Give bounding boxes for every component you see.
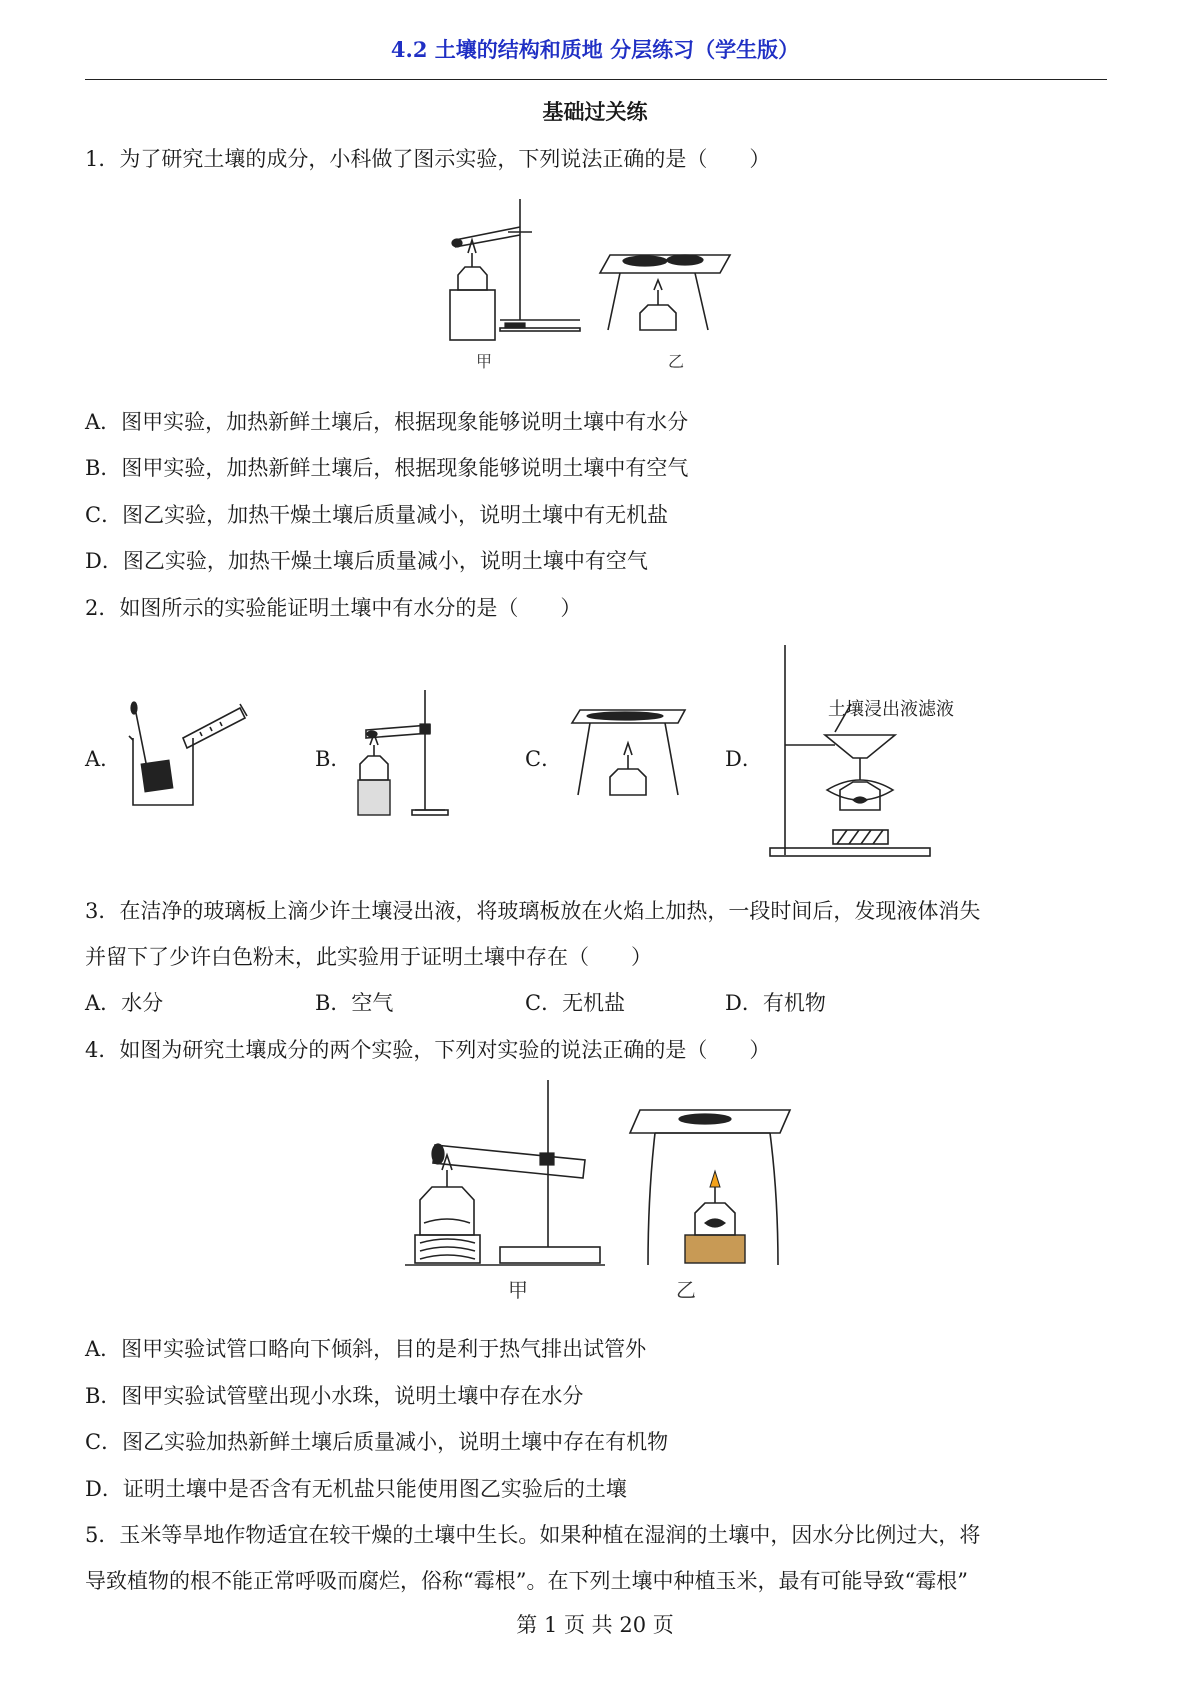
q1-figure-jia <box>450 199 580 340</box>
q4-figure-jia <box>405 1080 605 1265</box>
q1-label-yi: 乙 <box>668 352 685 371</box>
q4-stem: 4．如图为研究土壤成分的两个实验，下列对实验的说法正确的是（ ） <box>85 1038 771 1062</box>
q5-stem-line2: 导致植物的根不能正常呼吸而腐烂，俗称“霉根”。在下列土壤中种植玉米，最有可能导致“霉根” <box>85 1569 968 1593</box>
q3-option-c: C．无机盐 <box>525 991 626 1015</box>
q3-option-a: A．水分 <box>85 991 164 1015</box>
q2-figure-a <box>125 700 250 810</box>
q4-label-jia: 甲 <box>508 1278 528 1302</box>
q2-figure-d <box>765 640 975 870</box>
q4-label-yi: 乙 <box>676 1278 696 1302</box>
q1-option-a: A．图甲实验，加热新鲜土壤后，根据现象能够说明土壤中有水分 <box>85 410 689 434</box>
document-title: 4.2 土壤的结构和质地 分层练习（学生版） <box>390 37 800 62</box>
q1-figure <box>440 195 750 375</box>
q3-stem-line2: 并留下了少许白色粉末，此实验用于证明土壤中存在（ ） <box>85 945 652 969</box>
q2-letter-c: C． <box>525 747 563 771</box>
q2-figure-d-label: 土壤浸出液滤液 <box>828 699 954 720</box>
q3-stem-line1: 3．在洁净的玻璃板上滴少许土壤浸出液，将玻璃板放在火焰上加热，一段时间后，发现液体消失 <box>85 899 981 923</box>
q3-option-b: B．空气 <box>315 991 394 1015</box>
page-footer: 第 1 页 共 20 页 <box>516 1613 674 1637</box>
section-title: 基础过关练 <box>542 99 648 124</box>
q4-figure-yi <box>630 1110 790 1265</box>
q4-option-d: D．证明土壤中是否含有无机盐只能使用图乙实验后的土壤 <box>85 1477 627 1501</box>
q3-option-d: D．有机物 <box>725 991 826 1015</box>
q4-option-a: A．图甲实验试管口略向下倾斜，目的是利于热气排出试管外 <box>85 1337 647 1361</box>
q4-figure <box>400 1075 800 1315</box>
q1-option-c: C．图乙实验，加热干燥土壤后质量减小，说明土壤中有无机盐 <box>85 503 669 527</box>
q2-figure-c <box>570 705 690 805</box>
q1-label-jia: 甲 <box>476 352 493 371</box>
q1-stem: 1．为了研究土壤的成分，小科做了图示实验，下列说法正确的是（ ） <box>85 147 771 171</box>
q1-figure-yi <box>600 255 730 330</box>
q4-option-c: C．图乙实验加热新鲜土壤后质量减小，说明土壤中存在有机物 <box>85 1430 669 1454</box>
header-divider <box>85 79 1107 80</box>
q5-stem-line1: 5．玉米等旱地作物适宜在较干燥的土壤中生长。如果种植在湿润的土壤中，因水分比例过大，将 <box>85 1523 981 1547</box>
q1-option-d: D．图乙实验，加热干燥土壤后质量减小，说明土壤中有空气 <box>85 549 648 573</box>
q2-letter-a: A． <box>85 747 122 771</box>
q1-option-b: B．图甲实验，加热新鲜土壤后，根据现象能够说明土壤中有空气 <box>85 456 689 480</box>
q2-letter-b: B． <box>315 747 352 771</box>
q2-figure-b <box>350 690 470 820</box>
q4-option-b: B．图甲实验试管壁出现小水珠，说明土壤中存在水分 <box>85 1384 584 1408</box>
q2-stem: 2．如图所示的实验能证明土壤中有水分的是（ ） <box>85 596 582 620</box>
q2-letter-d: D． <box>725 747 763 771</box>
